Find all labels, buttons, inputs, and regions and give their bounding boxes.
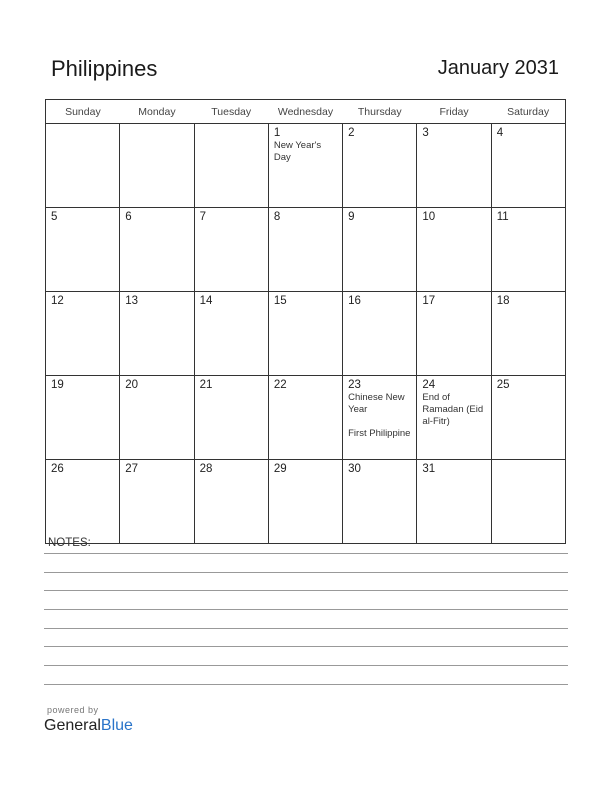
notes-line bbox=[44, 628, 568, 629]
day-number: 2 bbox=[348, 127, 355, 139]
day-number: 5 bbox=[51, 211, 58, 223]
weekday-wednesday: Wednesday bbox=[268, 100, 342, 124]
day-number: 3 bbox=[422, 127, 429, 139]
day-cell bbox=[417, 460, 491, 544]
day-number: 29 bbox=[273, 463, 287, 475]
day-cell bbox=[194, 376, 268, 460]
day-cell bbox=[268, 376, 342, 460]
day-cell bbox=[491, 124, 565, 208]
logo-blue: Blue bbox=[100, 717, 133, 734]
day-number: 22 bbox=[273, 379, 287, 391]
calendar-week-row bbox=[46, 292, 566, 376]
day-cell bbox=[46, 208, 120, 292]
day-number: 31 bbox=[422, 463, 436, 475]
calendar-week-row bbox=[46, 460, 566, 544]
day-number: 10 bbox=[422, 211, 436, 223]
notes-line bbox=[44, 590, 568, 591]
day-number: 12 bbox=[51, 295, 64, 307]
day-number: 30 bbox=[348, 463, 361, 475]
day-number: 28 bbox=[199, 463, 213, 475]
day-number: 16 bbox=[348, 295, 361, 307]
generalblue-logo bbox=[44, 717, 133, 735]
weekday-header-row bbox=[46, 100, 566, 124]
day-cell bbox=[491, 208, 565, 292]
day-number: 18 bbox=[496, 295, 510, 307]
day-cell bbox=[417, 124, 491, 208]
country-title: Philippines bbox=[51, 56, 158, 81]
day-number: 7 bbox=[199, 211, 206, 223]
day-cell bbox=[120, 292, 194, 376]
holiday-event: End of Ramadan (Eid al-Fitr) bbox=[422, 392, 484, 427]
weekday-tuesday: Tuesday bbox=[194, 100, 268, 124]
day-number: 21 bbox=[199, 379, 213, 391]
day-number: 23 bbox=[348, 379, 361, 391]
day-cell bbox=[491, 292, 565, 376]
day-cell bbox=[417, 376, 491, 460]
day-number: 9 bbox=[348, 211, 355, 223]
notes-line bbox=[44, 646, 568, 647]
weekday-monday: Monday bbox=[120, 100, 194, 124]
day-cell bbox=[268, 208, 342, 292]
day-number: 8 bbox=[273, 211, 281, 223]
weekday-saturday: Saturday bbox=[491, 100, 565, 124]
notes-line bbox=[44, 609, 568, 610]
weekday-sunday: Sunday bbox=[46, 100, 120, 124]
day-cell bbox=[194, 208, 268, 292]
month-year-title: January 2031 bbox=[437, 57, 559, 79]
day-cell bbox=[120, 376, 194, 460]
calendar-week-row bbox=[46, 208, 566, 292]
day-cell bbox=[491, 376, 565, 460]
day-cell bbox=[343, 460, 417, 544]
day-number: 6 bbox=[125, 211, 132, 223]
day-number: 1 bbox=[273, 127, 281, 139]
notes-line bbox=[44, 684, 568, 685]
day-number: 27 bbox=[125, 463, 139, 475]
day-cell bbox=[343, 376, 417, 460]
day-cell bbox=[268, 460, 342, 544]
day-cell bbox=[343, 292, 417, 376]
notes-line bbox=[44, 553, 568, 554]
day-cell bbox=[417, 292, 491, 376]
day-cell bbox=[46, 292, 120, 376]
day-number: 4 bbox=[496, 127, 504, 139]
day-number: 15 bbox=[273, 295, 287, 307]
day-cell bbox=[268, 292, 342, 376]
day-number: 26 bbox=[51, 463, 64, 475]
weekday-thursday: Thursday bbox=[343, 100, 417, 124]
empty-day-cell bbox=[46, 124, 120, 208]
calendar-week-row bbox=[46, 124, 566, 208]
day-cell bbox=[120, 460, 194, 544]
day-number: 14 bbox=[199, 295, 213, 307]
empty-day-cell bbox=[491, 460, 565, 544]
day-cell bbox=[343, 124, 417, 208]
day-number: 11 bbox=[496, 211, 509, 223]
powered-by-text: powered by bbox=[47, 705, 99, 715]
day-cell bbox=[268, 124, 342, 208]
notes-line bbox=[44, 665, 568, 666]
day-number: 25 bbox=[496, 379, 510, 391]
notes-label: NOTES: bbox=[48, 537, 91, 549]
day-cell bbox=[343, 208, 417, 292]
day-cell bbox=[46, 376, 120, 460]
day-cell bbox=[194, 292, 268, 376]
holiday-event: Chinese New Year bbox=[348, 392, 405, 415]
day-cell bbox=[120, 208, 194, 292]
logo-general: General bbox=[44, 717, 101, 734]
day-number: 13 bbox=[125, 295, 139, 307]
holiday-event: New Year's Day bbox=[273, 140, 322, 163]
day-number: 24 bbox=[422, 379, 436, 391]
holiday-event: First Philippine bbox=[348, 428, 411, 439]
day-number: 17 bbox=[422, 295, 436, 307]
calendar-week-row bbox=[46, 376, 566, 460]
notes-line bbox=[44, 572, 568, 573]
calendar-grid bbox=[45, 99, 566, 544]
empty-day-cell bbox=[120, 124, 194, 208]
day-cell bbox=[46, 460, 120, 544]
day-number: 19 bbox=[51, 379, 64, 391]
day-number: 20 bbox=[125, 379, 139, 391]
day-cell bbox=[417, 208, 491, 292]
empty-day-cell bbox=[194, 124, 268, 208]
day-cell bbox=[194, 460, 268, 544]
weekday-friday: Friday bbox=[417, 100, 491, 124]
